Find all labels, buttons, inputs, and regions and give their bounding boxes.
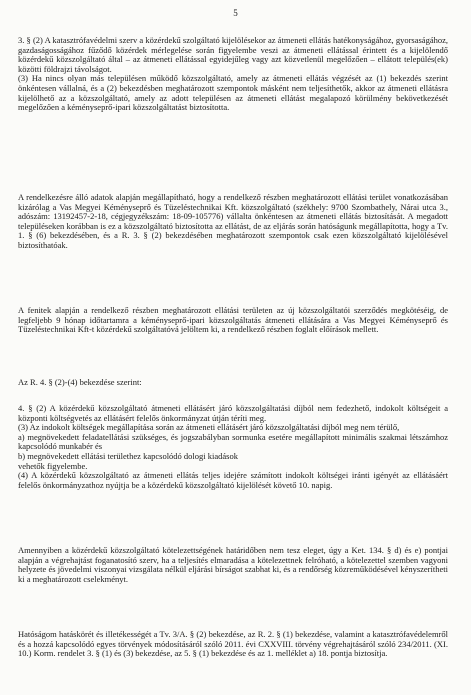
- paragraph-designation: [18, 306, 448, 335]
- paragraph-r4-intro: [18, 378, 448, 388]
- paragraph-text: A fenitek alapján a rendelkező részben meghatározott ellátási területen az új közszolgáltatói szerződés megkötéséig, de legfeljebb 9 hónap időtartamra a kéményseprő-ipari közszolgáltatás átmeneti ellátására a Vas Megyei Kéményseprő és Tüzeléstechnikai Kft-t közérdekű szolgáltatóvá jelöltem ki, a rendelkező részben foglalt előírások mellett.: [18, 305, 448, 335]
- paragraph-legal-quote-3: [18, 36, 448, 113]
- paragraph-text: A rendelkezésre álló adatok alapján megállapítható, hogy a rendelkező részben meghatározott ellátási terület vonatkozásában kizárólag a Vas Megyei Kéményseprő és Tüzeléstechnikai Kft. közszolgáltató (székhely: 9700 Szombathely, Nárai utca 3., adószám: 13192457-2-18, cégjegyzékszám: 18-09-105776) vállalta önkéntesen az átmeneti ellátás biztosítását. A megadott településeken korábban is ez a közszolgáltató biztosította az ellátást, de az eljárás során hatóságunk megállapította, hogy a Tv. 1. § (6) bekezdésében, és a R. 3. § (2) bekezdésében meghatározott szempontok csak ezen közszolgáltató kijelölésével biztosíthatóak.: [18, 192, 448, 250]
- paragraph-text: 3. § (2) A katasztrófavédelmi szerv a közérdekű szolgáltató kijelölésekor az átmeneti ellátás hatékonyságához, gyorsaságához, gazdaságosságához fűződő közérdek mérlegelése során figyelembe veszi az átmeneti ellátással érintett és a kijelölendő közérdekű közszolgáltató által – az átmeneti ellátással egyidejűleg vagy azt közvetlenül megelőzően – ellátott település(ek) közötti földrajzi távolságot. (3) Ha nincs olyan más településen működő közszolgáltató, amely az átmeneti ellátás végzését az (1) bekezdés szerint önkéntesen vállalná, és a (2) bekezdésben meghatározott szempontok másként nem teljesíthetők, akkor az átmeneti ellátásra kijelölhető az a közszolgáltató, amely az adott településen az átmeneti ellátást megalapozó körülmény bekövetkezését megelőzően a kéményseprő-ipari közszolgáltatást biztosította.: [18, 35, 448, 113]
- paragraph-text: Az R. 4. § (2)-(4) bekezdése szerint:: [18, 377, 142, 387]
- paragraph-text: Hatóságom hatáskörét és illetékességét a Tv. 3/A. § (2) bekezdése, az R. 2. § (1) bekezdése, valamint a katasztrófavédelemről és a hozzá kapcsolódó egyes törvények módosításáról szóló 2011. évi CXXVIII. törvény végrehajtásáról szóló 234/2011. (XI. 10.) Korm. rendelet 3. § (1) és (3) bekezdése, az 5. § (1) bekezdése és az 1. melléklet a) 18. pontja biztosítja.: [18, 629, 448, 659]
- page-number: 5: [233, 8, 238, 18]
- paragraph-text: 4. § (2) A közérdekű közszolgáltató átmeneti ellátásért járó közszolgáltatási díjból nem fedezhető, indokolt költségeit a központi költségvetés az ellátásért felelős önkormányzat útján téríti meg. (3) Az indokolt költségek megállapítása során az átmeneti ellátásért járó közszolgáltatási díjból meg nem térülő, a) megnövekedett feladatellátási szükséges, és jogszabályban sormunka esetére megállapított minimális szakmai létszámhoz kapcsolódó munkabér és b) megnövekedett ellátási területhez kapcsolódó dologi kiadások vehetők figyelembe. (4) A közérdekű közszolgáltató az átmeneti ellátás teljes idejére számított indokolt költségei iránti igényét az ellátásáért felelős önkormányzathoz nyújtja be a közérdekű közszolgáltató kijelölését követő 10. napig.: [18, 403, 448, 490]
- paragraph-competence: [18, 630, 448, 659]
- paragraph-enforcement: [18, 546, 448, 584]
- paragraph-legal-quote-4: [18, 404, 448, 490]
- paragraph-findings: [18, 193, 448, 251]
- paragraph-text: Amennyiben a közérdekű közszolgáltató kötelezettségének határidőben nem tesz eleget, úgy a Ket. 134. § d) és e) pontjai alapján a végrehajtást foganatosító szerv, ha a teljesítés elmaradása a kötelezettnek felróható, a kötelezettel szemben vagyoni helyzete és jövedelmi viszonyai vizsgálata nélkül eljárási bírságot szabhat ki, és a rendőrség közreműködésével kényszerítheti ki a meghatározott cselekményt.: [18, 545, 448, 584]
